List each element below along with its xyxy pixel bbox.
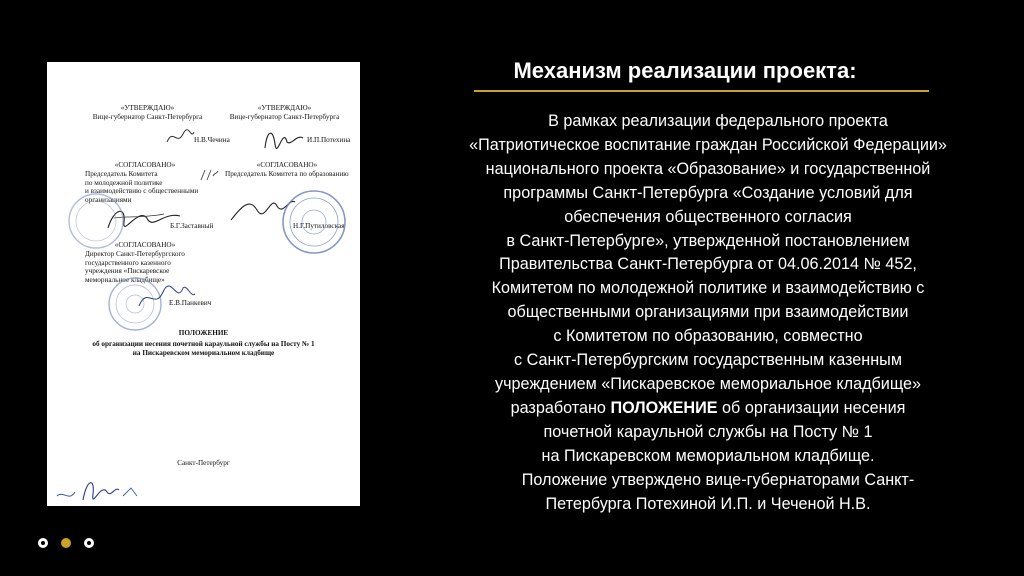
body-line: с Санкт-Петербургским государственным казенным	[514, 351, 902, 370]
body-line: учреждением «Пискаревское мемориальное кладбище»	[495, 374, 921, 393]
approve-left-position: Вице-губернатор Санкт-Петербурга	[92, 112, 203, 121]
body-line: Правительства Санкт-Петербурга от 04.06.2014 № 452,	[499, 255, 917, 274]
agree-1-line: по молодежной политике	[85, 178, 163, 187]
body-line: с Комитетом по образованию, совместно	[553, 327, 863, 346]
title-underline	[474, 90, 929, 92]
agree-1-line: Председатель Комитета	[85, 169, 158, 178]
stamp-youth-committee-icon	[65, 190, 127, 252]
document-subheading-line: на Пискаревском мемориальном кладбище	[132, 348, 275, 357]
body-line-highlight	[430, 397, 986, 421]
approve-right-name: И.П.Потехина	[307, 136, 351, 144]
body-line: национального проекта «Образование» и государственной	[485, 159, 931, 178]
body-line: почетной караульной службы на Посту № 1	[543, 422, 873, 441]
agree-1-line: организациями	[85, 196, 132, 205]
body-line: В рамках реализации федерального проекта	[548, 112, 888, 130]
document-subheading-line: об организации несения почетной караульной службы на Посту № 1	[92, 340, 315, 348]
approve-right-heading: «УТВЕРЖДАЮ»	[257, 104, 312, 112]
body-line: Положение утверждено вице-губернаторами Санкт-	[521, 470, 915, 489]
body-line: на Пискаревском мемориальном кладбище.	[541, 446, 875, 465]
body-line: общественными организациями при взаимодействии	[507, 303, 909, 322]
circle-outline-icon[interactable]	[38, 538, 48, 548]
signature-pankevich-icon	[137, 280, 197, 314]
stamp-committee-icon	[279, 187, 349, 257]
body-text-segment: об организации несения	[722, 398, 906, 417]
document-heading: ПОЛОЖЕНИЕ	[178, 329, 229, 337]
body-line: Петербурга Потехиной И.П. и Чеченой Н.В.	[545, 494, 871, 513]
approve-left-name: Н.В.Чечина	[194, 136, 230, 144]
body-line: обеспечения общественного согласия	[564, 207, 852, 226]
circle-outline-icon[interactable]	[84, 538, 94, 548]
approve-left-block	[85, 104, 210, 122]
approve-right-block	[217, 104, 352, 122]
agree-2-name: Н.Г.Путиловская	[293, 222, 345, 230]
signature-mark-icon	[199, 168, 219, 182]
document-scan	[47, 62, 360, 506]
agree-3-line: государственного казенного	[85, 258, 171, 267]
body-line: в Санкт-Петербурге», утвержденной постановлением	[506, 231, 910, 250]
document-subheading	[47, 340, 360, 358]
slide-body	[430, 110, 986, 516]
agree-1-heading: «СОГЛАСОВАНО»	[114, 161, 176, 169]
body-text-segment: разработано	[510, 398, 606, 417]
body-line: программы Санкт-Петербурга «Создание условий для	[503, 183, 913, 202]
signature-footer-icon	[53, 472, 153, 506]
signature-potekhina-icon	[261, 124, 305, 152]
body-line: «Патриотическое воспитание граждан Российской Федерации»	[469, 135, 947, 154]
agree-3-line: мемориальное кладбище»	[85, 276, 165, 285]
document-city: Санкт-Петербург	[177, 459, 230, 467]
body-line: Комитетом по молодежной политике и взаимодействию с	[491, 279, 925, 298]
agree-3-heading: «СОГЛАСОВАНО»	[114, 241, 176, 249]
agree-1-name: Б.Г.Заставный	[170, 222, 214, 230]
signature-chechina-icon	[165, 126, 195, 148]
agree-2-block	[217, 161, 357, 179]
body-highlight-word: ПОЛОЖЕНИЕ	[610, 398, 718, 417]
approve-right-position: Вице-губернатор Санкт-Петербурга	[229, 112, 340, 121]
agree-3-line: учреждения «Пискаревское	[85, 267, 170, 276]
approve-left-heading: «УТВЕРЖДАЮ»	[120, 104, 175, 112]
agree-3-line: Директор Санкт-Петербургского	[85, 249, 185, 258]
circle-filled-icon[interactable]	[61, 538, 71, 548]
agree-2-line: Председатель Комитета по образованию	[225, 169, 349, 178]
agree-2-heading: «СОГЛАСОВАНО»	[256, 161, 318, 169]
agree-1-line: и взаимодействию с общественными	[85, 187, 199, 196]
agree-3-name: Е.В.Панкевич	[169, 299, 212, 307]
slide-title: Механизм реализации проекта:	[513, 58, 857, 83]
